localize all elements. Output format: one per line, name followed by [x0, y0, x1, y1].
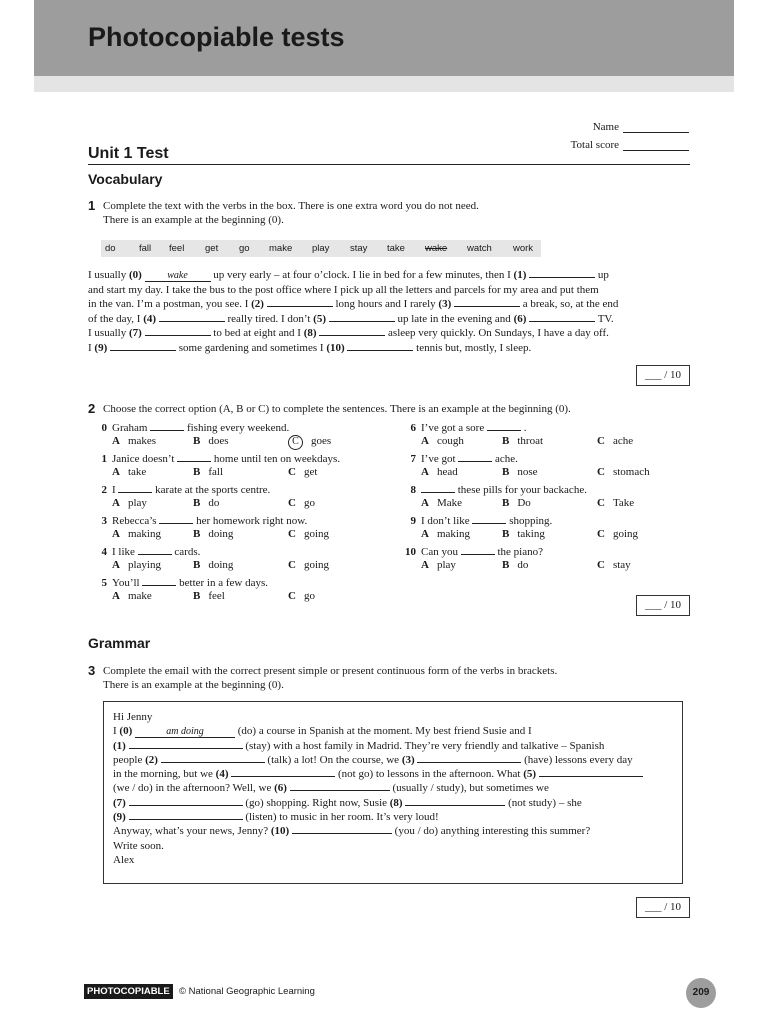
text-segment: I usually: [88, 269, 129, 281]
item-number: (2): [251, 298, 264, 310]
option-text: doing: [208, 528, 234, 540]
mc-stem-start: I: [112, 484, 116, 496]
option-c[interactable]: [288, 528, 329, 540]
option-text: Take: [612, 497, 635, 509]
mc-stem-end: her homework right now.: [196, 515, 308, 527]
item-number: (1): [113, 739, 126, 752]
option-letter: C: [288, 590, 296, 602]
mc-question: [88, 483, 270, 496]
option-text: cough: [436, 435, 464, 447]
option-text: making: [127, 528, 161, 540]
option-letter: C: [597, 497, 605, 509]
text-segment: up: [595, 269, 609, 281]
word-box-item: take: [387, 243, 405, 254]
email-text: [113, 710, 643, 867]
word-box-item: wake: [425, 243, 448, 254]
item-number: (8): [303, 327, 317, 339]
question-1-score-box: ___ / 10: [636, 365, 690, 386]
mc-question: [397, 545, 543, 558]
text-segment: I usually: [88, 327, 129, 339]
mc-stem-start: You’ll: [112, 577, 140, 589]
word-box-item: work: [513, 243, 534, 254]
option-letter: A: [112, 466, 120, 478]
item-number: (0): [119, 725, 133, 738]
answer-blank[interactable]: [161, 753, 265, 763]
option-letter: C: [288, 559, 296, 571]
option-text: throat: [517, 435, 544, 447]
option-letter: C: [597, 435, 605, 447]
text-line: [113, 767, 643, 781]
mc-stem-end: home until ten on weekdays.: [213, 453, 341, 465]
option-letter: C: [288, 466, 296, 478]
option-text: take: [127, 466, 147, 478]
answer-blank[interactable]: [129, 796, 243, 806]
item-number: (9): [94, 341, 108, 354]
text-segment: to bed at eight and I: [210, 327, 304, 339]
text-line: [113, 824, 643, 838]
option-b[interactable]: [502, 466, 538, 478]
mc-blank: [118, 483, 152, 493]
option-text: goes: [311, 435, 332, 447]
text-segment: of the day, I: [88, 312, 144, 325]
text-segment: tennis but, mostly, I sleep.: [413, 341, 532, 354]
text-line: [113, 853, 643, 867]
mc-stem-end: karate at the sports centre.: [155, 484, 271, 496]
answer-blank[interactable]: [292, 824, 392, 834]
item-number: (9): [113, 811, 126, 824]
text-line: [113, 781, 643, 795]
option-letter: B: [502, 435, 510, 447]
mc-stem-start: Can you: [421, 546, 458, 558]
question-3-number: 3: [88, 663, 96, 678]
text-line: [88, 297, 688, 312]
option-b[interactable]: [502, 435, 543, 447]
question-2-number: 2: [88, 401, 96, 416]
text-segment: some gardening and sometimes I: [176, 341, 327, 354]
option-letter: A: [421, 435, 429, 447]
option-letter: C: [288, 435, 303, 450]
question-3-score-box: ___ / 10: [636, 897, 690, 918]
option-text: nose: [517, 466, 538, 478]
option-text: taking: [517, 528, 545, 540]
option-a[interactable]: [421, 466, 458, 478]
mc-question: [397, 483, 587, 496]
option-letter: A: [112, 590, 120, 602]
option-a[interactable]: [112, 497, 147, 509]
mc-blank: [142, 576, 176, 586]
question-3-instruction: [103, 664, 557, 692]
option-text: does: [208, 435, 229, 447]
answer-blank[interactable]: [129, 739, 243, 749]
text-segment: (we / do) in the afternoon? Well, we: [113, 782, 275, 795]
mc-question: [88, 576, 268, 589]
word-box-item: stay: [350, 243, 368, 254]
text-segment: (not go) to lessons in the afternoon. What: [335, 768, 524, 781]
text-line: [88, 268, 688, 283]
mc-stem-start: I like: [112, 546, 135, 558]
option-letter: C: [288, 497, 296, 509]
item-number: (3): [401, 753, 415, 766]
answer-blank[interactable]: [529, 268, 595, 278]
item-number: (4): [143, 312, 157, 325]
mc-stem-end: shopping.: [509, 515, 553, 527]
instruction-line: There is an example at the beginning (0).: [103, 679, 284, 691]
item-number: (0): [128, 269, 142, 281]
text-segment: Anyway, what’s your news, Jenny?: [113, 825, 271, 838]
option-c[interactable]: [597, 497, 634, 509]
text-segment: (stay) with a host family in Madrid. They’re very friendly and talkative – Spanish: [242, 739, 605, 752]
mc-blank: [472, 514, 506, 524]
text-line: [113, 724, 643, 738]
option-a[interactable]: [421, 435, 464, 447]
mc-number: 0: [101, 422, 107, 434]
option-text: going: [612, 528, 639, 540]
mc-stem-end: cards.: [174, 546, 201, 558]
option-a[interactable]: [112, 559, 161, 571]
mc-number: 4: [101, 546, 107, 558]
mc-number: 5: [101, 577, 107, 589]
mc-stem-start: I’ve got: [421, 453, 456, 465]
question-2-instruction: [103, 402, 571, 416]
question-2-score-box: ___ / 10: [636, 595, 690, 616]
option-c[interactable]: [288, 590, 315, 602]
option-text: play: [127, 497, 147, 509]
text-segment: TV.: [595, 312, 614, 325]
option-c[interactable]: [288, 466, 317, 478]
option-c[interactable]: [597, 435, 633, 447]
option-c[interactable]: [288, 435, 331, 450]
mc-question: [397, 452, 518, 465]
answer-blank[interactable]: [129, 810, 243, 820]
name-field: [593, 121, 689, 133]
copyright-notice: © National Geographic Learning: [179, 986, 315, 997]
text-segment: (you / do) anything interesting this summer?: [391, 825, 591, 838]
option-b[interactable]: [193, 559, 233, 571]
word-box-item: make: [269, 243, 293, 254]
instruction-line: Choose the correct option (A, B or C) to complete the sentences. There is an example at the beginning (0).: [103, 403, 571, 415]
text-line: [88, 341, 688, 356]
word-box-item: fall: [139, 243, 152, 254]
option-c[interactable]: [288, 559, 329, 571]
item-number: (3): [438, 298, 452, 310]
item-number: (10): [326, 341, 345, 354]
mc-number: 6: [410, 422, 416, 434]
text-line: [113, 796, 643, 810]
mc-question: [88, 545, 200, 558]
text-line: [113, 810, 643, 824]
mc-stem-start: I’ve got a sore: [421, 422, 485, 434]
word-box-item: watch: [467, 243, 492, 254]
mc-question: [88, 421, 289, 434]
option-letter: B: [193, 466, 201, 478]
unit-divider: [88, 164, 690, 165]
text-segment: a break, so, at the end: [520, 298, 619, 310]
option-c[interactable]: [597, 466, 650, 478]
word-box-item: play: [312, 243, 330, 254]
answer-blank[interactable]: [454, 297, 520, 307]
option-text: stomach: [612, 466, 650, 478]
option-text: make: [127, 590, 152, 602]
photocopiable-badge: PHOTOCOPIABLE: [84, 984, 173, 999]
mc-blank: [150, 421, 184, 431]
text-segment: I: [88, 341, 95, 354]
mc-number: 1: [101, 453, 107, 465]
answer-blank[interactable]: [329, 312, 395, 322]
option-text: Make: [436, 497, 462, 509]
option-text: go: [303, 497, 315, 509]
page-title: Photocopiable tests: [88, 22, 345, 52]
grammar-heading: Grammar: [88, 635, 151, 651]
page-number: 209: [686, 978, 716, 1008]
text-line: [113, 739, 643, 753]
mc-stem-start: Graham: [112, 422, 148, 434]
text-segment: in the morning, but we: [113, 768, 216, 781]
mc-question: [88, 514, 307, 527]
item-number: (8): [389, 796, 403, 809]
answer-blank[interactable]: [539, 767, 643, 777]
example-answer: wake: [145, 271, 211, 282]
item-number: (6): [274, 782, 287, 795]
option-text: Do: [517, 497, 531, 509]
mc-blank: [159, 514, 193, 524]
option-text: stay: [612, 559, 631, 571]
option-letter: A: [421, 466, 429, 478]
option-a[interactable]: [112, 590, 152, 602]
total-score-label: Total score: [570, 139, 619, 151]
word-box-item: get: [205, 243, 219, 254]
answer-blank[interactable]: [417, 753, 521, 763]
mc-blank: [138, 545, 172, 555]
text-segment: up very early – at four o’clock. I lie in bed for a few minutes, then I: [210, 269, 514, 281]
word-box-item: do: [105, 243, 116, 254]
text-line: [113, 710, 643, 724]
option-letter: B: [193, 528, 201, 540]
mc-number: 9: [410, 515, 416, 527]
mc-question: [397, 514, 552, 527]
text-line: [88, 326, 688, 341]
unit-title: Unit 1 Test: [88, 145, 169, 162]
instruction-line: There is an example at the beginning (0).: [103, 214, 284, 226]
option-text: head: [436, 466, 458, 478]
text-line: [88, 283, 688, 298]
header-strip: [34, 76, 734, 92]
mc-stem-end: the piano?: [497, 546, 543, 558]
option-letter: B: [193, 497, 201, 509]
text-line: [88, 312, 688, 327]
option-letter: B: [502, 497, 510, 509]
option-text: doing: [208, 559, 234, 571]
option-text: going: [303, 528, 330, 540]
option-b[interactable]: [502, 559, 528, 571]
option-letter: C: [288, 528, 296, 540]
mc-stem-end: fishing every weekend.: [186, 422, 290, 434]
name-label: Name: [592, 121, 619, 133]
mc-number: 8: [410, 484, 416, 496]
option-letter: A: [421, 528, 429, 540]
option-text: do: [517, 559, 529, 571]
answer-blank[interactable]: [529, 312, 595, 322]
option-letter: A: [421, 497, 429, 509]
answer-blank[interactable]: [319, 326, 385, 336]
option-letter: B: [502, 559, 510, 571]
text-segment: (go) shopping. Right now, Susie: [242, 796, 390, 809]
option-letter: C: [597, 528, 605, 540]
mc-stem-end: these pills for your backache.: [457, 484, 587, 496]
mc-stem-start: Janice doesn’t: [112, 453, 175, 465]
answer-blank[interactable]: [231, 767, 335, 777]
text-segment: (not study) – she: [505, 796, 582, 809]
text-segment: (talk) a lot! On the course, we: [264, 753, 402, 766]
mc-stem-start: I don’t like: [421, 515, 470, 527]
text-segment: Write soon.: [113, 839, 164, 852]
option-a[interactable]: [421, 559, 456, 571]
mc-blank: [487, 421, 521, 431]
option-letter: B: [193, 590, 201, 602]
option-letter: C: [597, 559, 605, 571]
option-c[interactable]: [288, 497, 315, 509]
option-a[interactable]: [112, 435, 156, 447]
text-segment: and start my day. I take the bus to the post office where I pick up all the letters and parcels for my area and put them: [88, 283, 599, 296]
item-number: (7): [128, 327, 142, 339]
text-segment: in the van. I’m a postman, you see. I: [88, 298, 252, 310]
option-letter: B: [502, 528, 510, 540]
option-letter: B: [502, 466, 510, 478]
instruction-line: Complete the email with the correct present simple or present continuous form of the verbs in brackets.: [103, 665, 558, 677]
instruction-line: Complete the text with the verbs in the box. There is one extra word you do not need.: [103, 200, 479, 212]
item-number: (1): [513, 269, 527, 281]
option-b[interactable]: [193, 590, 225, 602]
text-segment: I: [113, 725, 120, 738]
text-segment: up late in the evening and: [394, 312, 514, 325]
total-score-line: [623, 140, 689, 151]
word-box-item: go: [239, 243, 250, 254]
option-text: playing: [127, 559, 161, 571]
option-b[interactable]: [193, 435, 229, 447]
option-letter: C: [597, 466, 605, 478]
text-segment: (do) a course in Spanish at the moment. My best friend Susie and I: [235, 725, 532, 738]
option-letter: A: [112, 528, 120, 540]
option-a[interactable]: [112, 528, 161, 540]
word-box-item: feel: [169, 243, 185, 254]
item-number: (4): [215, 768, 229, 781]
answer-blank[interactable]: [110, 341, 176, 351]
mc-blank: [421, 483, 455, 493]
item-number: (5): [523, 768, 537, 781]
text-segment: people: [113, 753, 146, 766]
option-text: going: [303, 559, 330, 571]
word-box: [101, 240, 541, 257]
answer-blank[interactable]: [405, 796, 505, 806]
total-score-field: [571, 139, 689, 151]
answer-blank[interactable]: [159, 312, 225, 322]
name-line: [623, 122, 689, 133]
option-text: feel: [208, 590, 225, 602]
option-letter: A: [112, 435, 120, 447]
option-letter: A: [421, 559, 429, 571]
mc-number: 7: [410, 453, 416, 465]
mc-question: [88, 452, 340, 465]
option-c[interactable]: [597, 559, 631, 571]
option-a[interactable]: [421, 528, 470, 540]
option-text: makes: [127, 435, 157, 447]
option-text: do: [208, 497, 220, 509]
mc-stem-start: Rebecca’s: [112, 515, 157, 527]
option-text: go: [303, 590, 315, 602]
mc-question: [397, 421, 526, 434]
mc-blank: [458, 452, 492, 462]
mc-number: 10: [405, 546, 416, 558]
text-segment: (listen) to music in her room. It’s very loud!: [242, 811, 439, 824]
text-line: [113, 753, 643, 767]
mc-stem-end: .: [523, 422, 527, 434]
text-segment: (usually / study), but sometimes we: [389, 782, 549, 795]
item-number: (7): [113, 796, 126, 809]
mc-number: 2: [101, 484, 107, 496]
vocabulary-heading: Vocabulary: [88, 171, 163, 187]
option-a[interactable]: [112, 466, 146, 478]
option-b[interactable]: [193, 466, 223, 478]
option-text: making: [436, 528, 470, 540]
answer-blank[interactable]: [290, 781, 390, 791]
text-segment: really tired. I don’t: [224, 312, 314, 325]
option-b[interactable]: [502, 528, 545, 540]
question-1-instruction: [103, 199, 479, 227]
answer-blank[interactable]: [347, 341, 413, 351]
option-a[interactable]: [421, 497, 462, 509]
example-answer: am doing: [135, 727, 235, 738]
mc-stem-end: ache.: [495, 453, 518, 465]
option-letter: B: [193, 435, 201, 447]
option-text: ache: [612, 435, 634, 447]
option-text: fall: [208, 466, 224, 478]
option-text: play: [436, 559, 456, 571]
text-line: [113, 839, 643, 853]
text-segment: asleep very quickly. On Sundays, I have a day off.: [385, 327, 609, 339]
text-segment: Hi Jenny: [113, 711, 153, 723]
answer-blank[interactable]: [145, 326, 211, 336]
item-number: (10): [270, 825, 290, 838]
question-1-text: [88, 268, 688, 355]
text-segment: Alex: [113, 853, 135, 866]
item-number: (6): [513, 312, 527, 325]
mc-stem-end: better in a few days.: [179, 577, 269, 589]
option-c[interactable]: [597, 528, 638, 540]
text-segment: long hours and I rarely: [332, 298, 439, 310]
option-letter: A: [112, 497, 120, 509]
option-text: get: [303, 466, 318, 478]
option-b[interactable]: [193, 528, 233, 540]
text-segment: (have) lessons every day: [521, 753, 633, 766]
question-1-number: 1: [88, 198, 96, 213]
item-number: (2): [145, 753, 158, 766]
option-letter: A: [112, 559, 120, 571]
item-number: (5): [313, 312, 326, 325]
mc-number: 3: [101, 515, 107, 527]
mc-blank: [461, 545, 495, 555]
option-letter: B: [193, 559, 201, 571]
option-b[interactable]: [502, 497, 531, 509]
answer-blank[interactable]: [267, 297, 333, 307]
mc-blank: [177, 452, 211, 462]
option-b[interactable]: [193, 497, 219, 509]
